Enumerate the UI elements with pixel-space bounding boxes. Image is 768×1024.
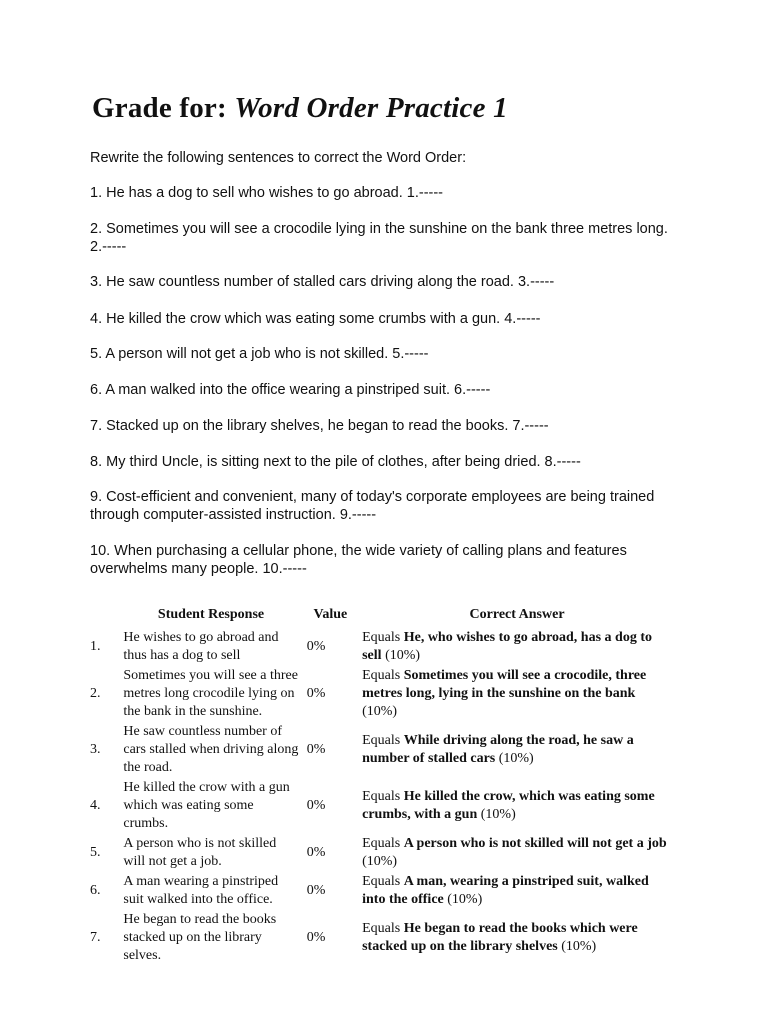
assignment-name: Word Order Practice 1 <box>234 92 508 124</box>
header-student-response: Student Response <box>157 607 265 622</box>
instructions: Rewrite the following sentences to correct the Word Order: <box>90 150 467 166</box>
table-row <box>86 722 676 778</box>
question-10: 10. When purchasing a cellular phone, the wide variety of calling plans and features overwhelms many people. 10.----- <box>90 543 627 577</box>
equals-label: Equals <box>362 921 401 936</box>
correct-answer <box>358 778 676 834</box>
answer-weight: (10%) <box>561 939 597 954</box>
correct-answer <box>358 722 676 778</box>
student-response: Sometimes you will see a three metres long crocodile lying on the bank in the sunshine. <box>123 668 298 719</box>
correct-answer <box>358 910 676 966</box>
answer-weight: (10%) <box>480 807 516 822</box>
row-number: 4. <box>90 798 101 813</box>
question-6: 6. A man walked into the office wearing a pinstriped suit. 6.----- <box>90 382 491 398</box>
answer-text: A man, wearing a pinstriped suit, walked into the office <box>362 874 649 907</box>
student-response: He wishes to go abroad and thus has a dog to sell <box>123 630 279 663</box>
table-header-row <box>86 602 676 628</box>
answer-weight: (10%) <box>362 704 398 719</box>
student-response: He began to read the books stacked up on the library selves. <box>123 912 277 963</box>
answer-text: Sometimes you will see a crocodile, three metres long, lying in the sunshine on the bank <box>362 668 647 701</box>
header-value: Value <box>313 607 348 622</box>
equals-label: Equals <box>362 733 401 748</box>
answer-weight: (10%) <box>498 751 534 766</box>
table-row <box>86 778 676 834</box>
correct-answer <box>358 834 676 872</box>
answer-weight: (10%) <box>385 648 421 663</box>
value-cell: 0% <box>306 883 326 898</box>
question-4: 4. He killed the crow which was eating some crumbs with a gun. 4.----- <box>90 311 541 327</box>
row-number: 5. <box>90 845 101 860</box>
row-number: 1. <box>90 639 101 654</box>
answer-text: While driving along the road, he saw a number of stalled cars <box>362 733 634 766</box>
answer-text: He, who wishes to go abroad, has a dog to sell <box>362 630 652 663</box>
answer-text: He killed the crow, which was eating some crumbs, with a gun <box>362 789 655 822</box>
equals-label: Equals <box>362 836 401 851</box>
value-cell: 0% <box>306 930 326 945</box>
value-cell: 0% <box>306 798 326 813</box>
grades-table <box>86 602 676 966</box>
student-response: He killed the crow with a gun which was eating some crumbs. <box>123 780 290 831</box>
question-1: 1. He has a dog to sell who wishes to go abroad. 1.----- <box>90 185 444 201</box>
question-9: 9. Cost-efficient and convenient, many of today's corporate employees are being trained through computer-assisted instruction. 9.----- <box>90 489 655 523</box>
equals-label: Equals <box>362 668 401 683</box>
student-response: A man wearing a pinstriped suit walked into the office. <box>123 874 279 907</box>
student-response: He saw countless number of cars stalled when driving along the road. <box>123 724 299 775</box>
answer-weight: (10%) <box>447 892 483 907</box>
table-row <box>86 666 676 722</box>
answer-text: A person who is not skilled will not get a job <box>403 836 667 851</box>
row-number: 6. <box>90 883 101 898</box>
question-3: 3. He saw countless number of stalled cars driving along the road. 3.----- <box>90 274 555 290</box>
correct-answer <box>358 872 676 910</box>
answer-text: He began to read the books which were stacked up on the library shelves <box>362 921 638 954</box>
answer-weight: (10%) <box>362 854 398 869</box>
question-7: 7. Stacked up on the library shelves, he began to read the books. 7.----- <box>90 418 549 434</box>
equals-label: Equals <box>362 789 401 804</box>
header-correct-answer: Correct Answer <box>469 607 565 622</box>
page-title <box>92 92 508 125</box>
value-cell: 0% <box>306 845 326 860</box>
row-number: 7. <box>90 930 101 945</box>
question-5: 5. A person will not get a job who is not skilled. 5.----- <box>90 346 429 362</box>
row-number: 3. <box>90 742 101 757</box>
title-prefix: Grade for: <box>92 92 227 124</box>
value-cell: 0% <box>306 639 326 654</box>
value-cell: 0% <box>306 742 326 757</box>
equals-label: Equals <box>362 874 401 889</box>
header-number <box>86 602 119 628</box>
value-cell: 0% <box>306 686 326 701</box>
correct-answer <box>358 666 676 722</box>
student-response: A person who is not skilled will not get a job. <box>123 836 277 869</box>
question-2: 2. Sometimes you will see a crocodile lying in the sunshine on the bank three metres long. 2.----- <box>90 221 668 255</box>
table-row <box>86 910 676 966</box>
row-number: 2. <box>90 686 101 701</box>
table-row <box>86 872 676 910</box>
table-row <box>86 834 676 872</box>
correct-answer <box>358 628 676 666</box>
question-8: 8. My third Uncle, is sitting next to the pile of clothes, after being dried. 8.----- <box>90 454 581 470</box>
table-row <box>86 628 676 666</box>
equals-label: Equals <box>362 630 401 645</box>
